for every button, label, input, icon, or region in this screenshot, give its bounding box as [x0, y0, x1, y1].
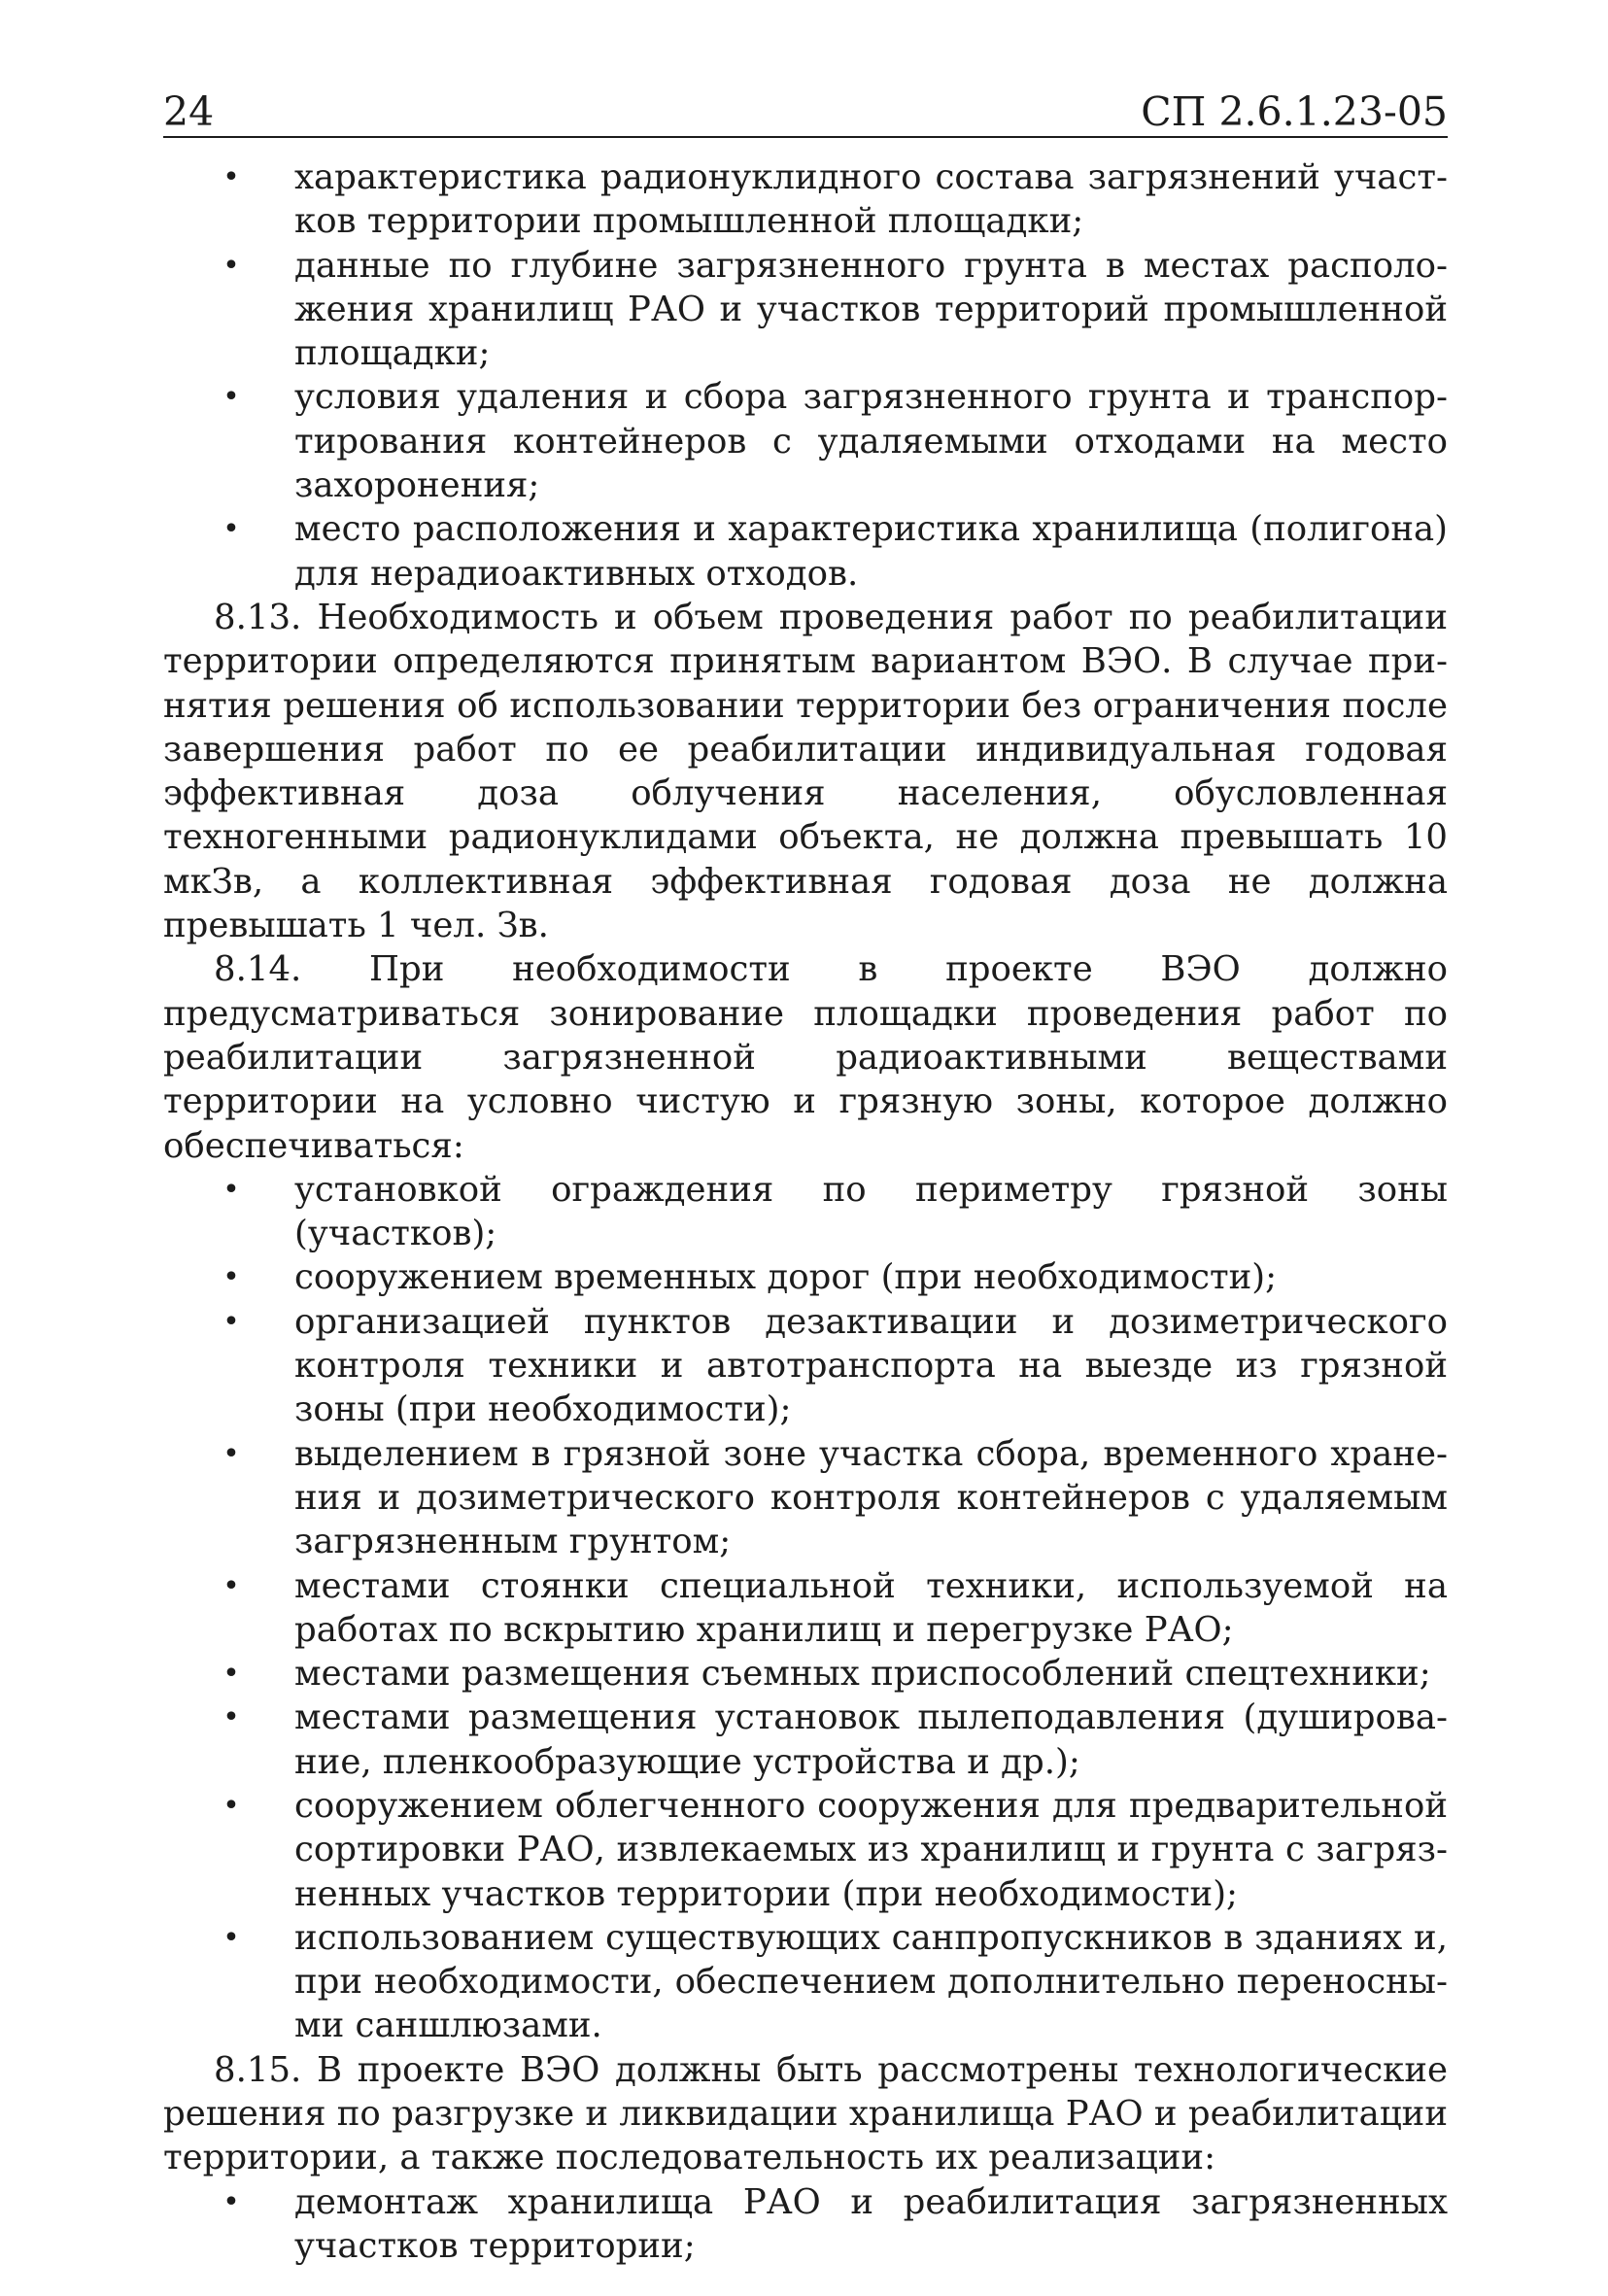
- list-item: [163, 507, 1448, 596]
- list-item: [163, 1696, 1448, 1784]
- paragraph-8-13: 8.13. Необходимость и объем проведения работ по реабилитации территории определяются принятым вариантом ВЭО. В случае принятия решения об использовании территории без ограничения после завершения работ по ее реабилитации индивидуальная годовая эффективная доза облучения населения, обусловленная техногенными радионуклидами объекта, не должна превышать 10 мкЗв, а коллективная эффективная годовая доза не должна превышать 1 чел. Зв.: [163, 597, 1448, 946]
- list-item: [163, 244, 1448, 376]
- bullet-icon: •: [222, 1657, 240, 1692]
- bullet-icon: •: [222, 1304, 240, 1339]
- list-item-text: местами стоянки специальной техники, используемой на работах по вскрытию хранилищ и перегрузке РАО;: [294, 1565, 1448, 1650]
- list-item-text: данные по глубине загрязненного грунта в местах расположения хранилищ РАО и участков территорий промышленной площадки;: [294, 245, 1448, 374]
- list-item: [163, 1255, 1448, 1299]
- bullet-icon: •: [222, 1700, 240, 1735]
- list-item: [163, 2180, 1448, 2269]
- list-item-text: местами размещения съемных приспособлений спецтехники;: [294, 1654, 1431, 1695]
- bullet-icon: •: [222, 160, 240, 194]
- list-item: [163, 1432, 1448, 1564]
- list-item: [163, 1168, 1448, 1256]
- list-item-text: использованием существующих санпропускников в зданиях и, при необходимости, обеспечением дополнительно переносными саншлюзами.: [294, 1917, 1448, 2046]
- bullet-icon: •: [222, 380, 240, 415]
- list-item-text: условия удаления и сбора загрязненного грунта и транспортирования контейнеров с удаляемыми отходами на место захоронения;: [294, 377, 1448, 506]
- bullet-icon: •: [222, 1260, 240, 1295]
- list-item-text: сооружением облегченного сооружения для предварительной сортировки РАО, извлекаемых из хранилищ и грунта с загрязненных участков территории (при необходимости);: [294, 1785, 1448, 1914]
- bullet-icon: •: [222, 1568, 240, 1603]
- list-item: [163, 1300, 1448, 1432]
- list-item: [163, 1916, 1448, 2048]
- list-item-text: сооружением временных дорог (при необходимости);: [294, 1257, 1278, 1298]
- paragraph-8-14: 8.14. При необходимости в проекте ВЭО должно предусматриваться зонирование площадки проведения работ по реабилитации загрязненной радиоактивными веществами территории на условно чистую и грязную зоны, которое должно обеспечиваться:: [163, 949, 1448, 1166]
- list-item-text: демонтаж хранилища РАО и реабилитация загрязненных участков территории;: [294, 2181, 1448, 2266]
- list-item-text: выделением в грязной зоне участка сбора, временного хранения и дозиметрического контроля контейнеров с удаляемым загрязненным грунтом;: [294, 1433, 1448, 1562]
- bullet-icon: •: [222, 1172, 240, 1207]
- document-code: СП 2.6.1.23-05: [1141, 88, 1448, 135]
- bullet-icon: •: [222, 1436, 240, 1471]
- list-item-text: характеристика радионуклидного состава загрязнений участков территории промышленной площадки;: [294, 157, 1448, 242]
- list-item: [163, 375, 1448, 507]
- page-content: [163, 155, 1448, 2268]
- list-zoning-measures: [163, 1168, 1448, 2048]
- bullet-icon: •: [222, 248, 240, 283]
- list-item-text: организацией пунктов дезактивации и дозиметрического контроля техники и автотранспорта на выезде из грязной зоны (при необходимости);: [294, 1301, 1448, 1430]
- bullet-icon: •: [222, 1788, 240, 1823]
- list-site-characteristics: [163, 155, 1448, 596]
- bullet-icon: •: [222, 2184, 240, 2219]
- list-technological-solutions: [163, 2180, 1448, 2269]
- list-item: [163, 155, 1448, 244]
- page-number: 24: [163, 88, 215, 135]
- list-item: [163, 1652, 1448, 1696]
- list-item-text: место расположения и характеристика хранилища (полигона) для нерадиоактивных отходов.: [294, 509, 1448, 594]
- paragraph-8-15: 8.15. В проекте ВЭО должны быть рассмотрены технологические решения по разгрузке и ликвидации хранилища РАО и реабилитации территории, а также последовательность их реализации:: [163, 2049, 1448, 2178]
- list-item: [163, 1564, 1448, 1653]
- list-item-text: установкой ограждения по периметру грязной зоны (участков);: [294, 1169, 1448, 1254]
- list-item: [163, 1784, 1448, 1916]
- page-header: [163, 76, 1448, 138]
- bullet-icon: •: [222, 1920, 240, 1955]
- list-item-text: местами размещения установок пылеподавления (душирование, пленкообразующие устройства и др.);: [294, 1697, 1448, 1782]
- bullet-icon: •: [222, 512, 240, 547]
